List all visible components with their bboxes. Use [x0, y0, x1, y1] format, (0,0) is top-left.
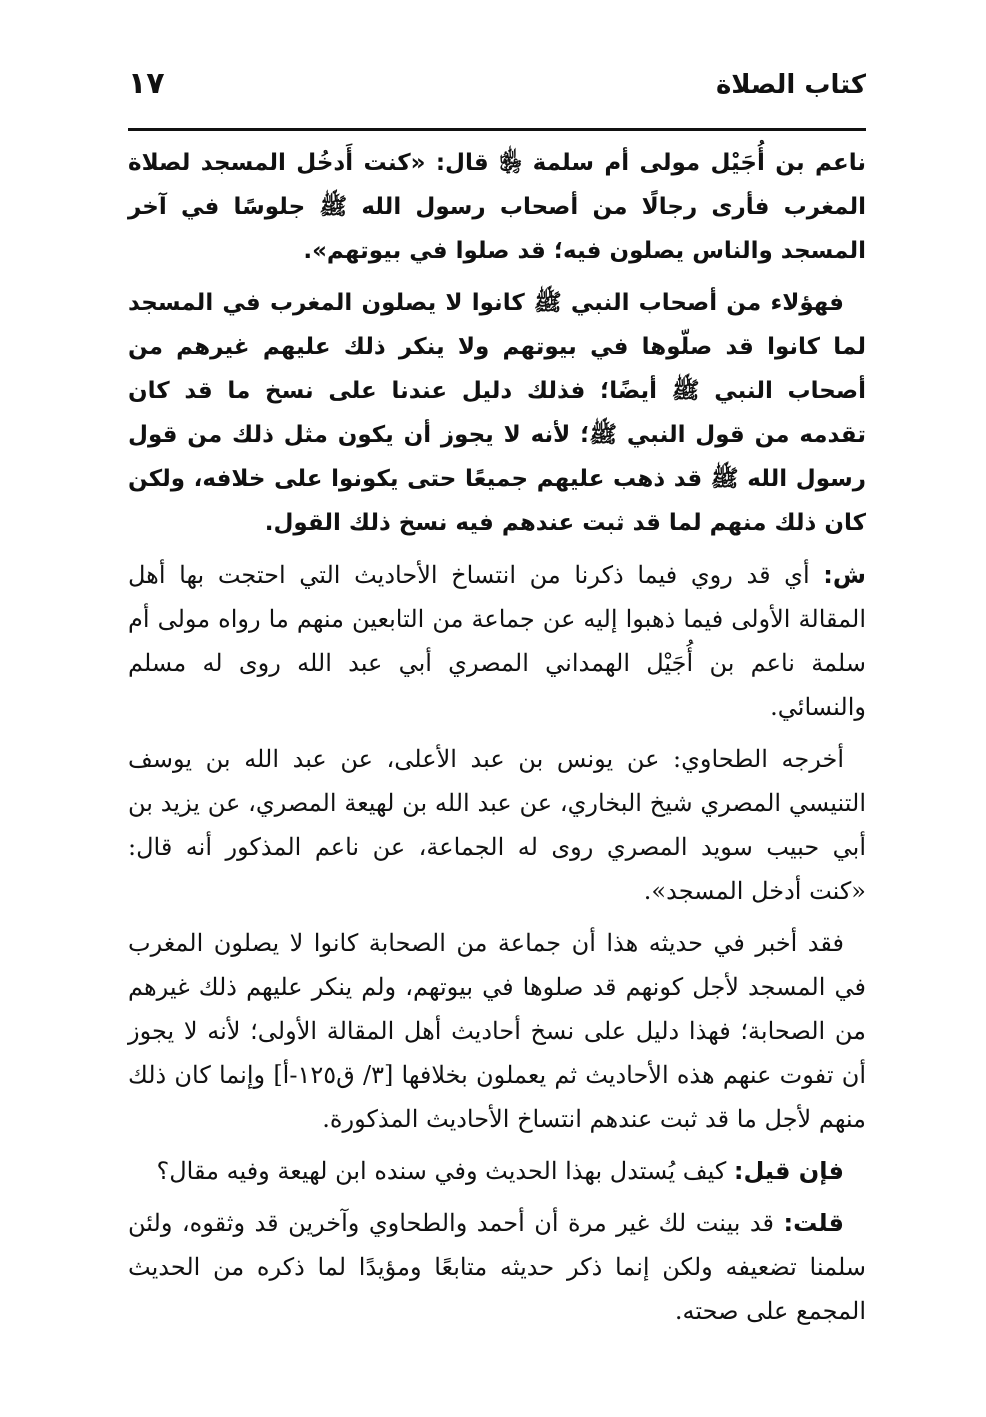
- commentary-marker: ش:: [823, 561, 866, 589]
- objection-marker: فإن قيل:: [733, 1157, 844, 1185]
- header-rule: [128, 128, 866, 131]
- commentary-paragraph-1: [128, 553, 866, 729]
- paragraph-text: كيف يُستدل بهذا الحديث وفي سنده ابن لهيعة وفيه مقال؟: [156, 1157, 734, 1185]
- paragraph-text: أي قد روي فيما ذكرنا من انتساخ الأحاديث التي احتجت بها أهل المقالة الأولى فيما ذهبوا إليه عن جماعة من التابعين منهم ما رواه مولى أم سلمة ناعم بن أُجَيْل الهمداني المصري أبي عبد الله روى له مسلم والنسائي.: [128, 561, 866, 721]
- commentary-paragraph-2: [128, 737, 866, 913]
- response-paragraph: [128, 1201, 866, 1333]
- objection-paragraph: [128, 1149, 866, 1193]
- paragraph-text: فهؤلاء من أصحاب النبي ﷺ كانوا لا يصلون المغرب في المسجد لما كانوا قد صلّوها في بيوتهم ولا ينكر ذلك عليهم غيرهم من أصحاب النبي ﷺ أيضًا؛ فذلك دليل عندنا على نسخ ما قد كان تقدمه من قول النبي ﷺ؛ لأنه لا يجوز أن يكون مثل ذلك من قول رسول الله ﷺ قد ذهب عليهم جميعًا حتى يكونوا على خلافه، ولكن كان ذلك منهم لما قد ثبت عندهم فيه نسخ ذلك القول.: [128, 290, 866, 536]
- running-title: كتاب الصلاة: [715, 70, 866, 100]
- paragraph-text: قد بينت لك غير مرة أن أحمد والطحاوي وآخرين قد وثقوه، ولئن سلمنا تضعيفه ولكن إنما ذكر حديثه متابعًا ومؤيدًا لما ذكره من الحديث المجمع على صحته.: [128, 1209, 866, 1325]
- commentary-paragraph-3: [128, 921, 866, 1141]
- paragraph-text: أخرجه الطحاوي: عن يونس بن عبد الأعلى، عن عبد الله بن يوسف التنيسي المصري شيخ البخاري، عن عبد الله بن لهيعة المصري، عن يزيد بن أبي حبيب سويد المصري روى له الجماعة، عن ناعم المذكور أنه قال: «كنت أدخل المسجد».: [128, 745, 866, 905]
- hadith-text-paragraph-2: [128, 281, 866, 545]
- book-page: [128, 66, 866, 1341]
- page-number: ١٧: [128, 66, 165, 101]
- page-header: [128, 66, 866, 118]
- hadith-text-paragraph-1: [128, 141, 866, 273]
- paragraph-text: فقد أخبر في حديثه هذا أن جماعة من الصحابة كانوا لا يصلون المغرب في المسجد لأجل كونهم قد صلوها في بيوتهم، ولم ينكر عليهم ذلك غيرهم من الصحابة؛ فهذا دليل على نسخ أحاديث أهل المقالة الأولى؛ لأنه لا يجوز أن تفوت عنهم هذه الأحاديث ثم يعملون بخلافها [٣/ ق١٢٥-أ] وإنما كان ذلك منهم لأجل ما قد ثبت عندهم انتساخ الأحاديث المذكورة.: [128, 929, 866, 1133]
- response-marker: قلت:: [783, 1209, 844, 1237]
- paragraph-text: ناعم بن أُجَيْل مولى أم سلمة ﵂ قال: «كنت أَدخُل المسجد لصلاة المغرب فأرى رجالًا من أصحاب رسول الله ﷺ جلوسًا في آخر المسجد والناس يصلون فيه؛ قد صلوا في بيوتهم».: [128, 150, 866, 264]
